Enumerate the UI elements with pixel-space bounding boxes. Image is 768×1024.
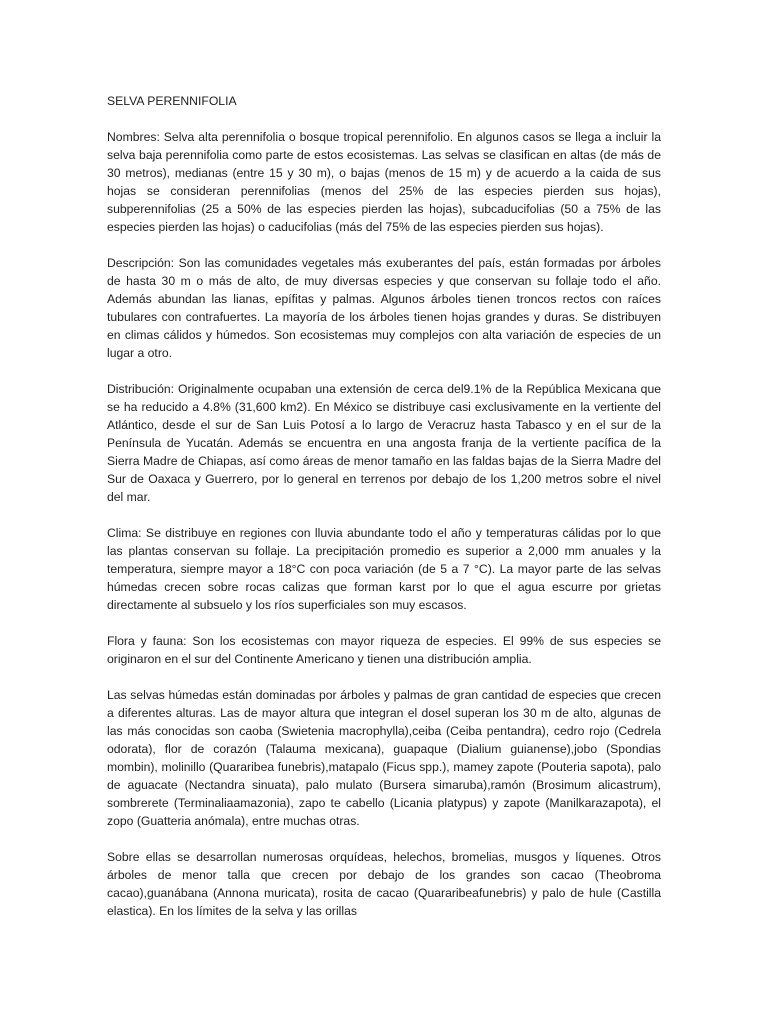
paragraph-sobre-ellas: [107, 848, 661, 920]
paragraph-text: Se distribuye en regiones con lluvia abundante todo el año y temperaturas cálidas por lo que las plantas conservan su follaje. La precipitación promedio es superior a 2,000 mm anuales y la temperatura, siempre mayor a 18°C con poca variación (de 5 a 7 °C). La mayor parte de las selvas húmedas crecen sobre rocas calizas que forman karst por lo que el agua escurre por grietas directamente al subsuelo y los ríos superficiales son muy escasos.: [107, 526, 661, 612]
paragraph-text: Las selvas húmedas están dominadas por árboles y palmas de gran cantidad de especies que crecen a diferentes alturas. Las de mayor altura que integran el dosel superan los 30 m de alto, algunas de las más conocidas son caoba (Swietenia macrophylla),ceiba (Ceiba pentandra), cedro rojo (Cedrela odorata), flor de corazón (Talauma mexicana), guapaque (Dialium guianense),jobo (Spondias mombin), molinillo (Quararibea funebris),matapalo (Ficus spp.), mamey zapote (Pouteria sapota), palo de aguacate (Nectandra sinuata), palo mulato (Bursera simaruba),ramón (Brosimum alicastrum), sombrerete (Terminaliaamazonia), zapo te cabello (Licania platypus) y zapote (Manilkarazapota), el zopo (Guatteria anómala), entre muchas otras.: [107, 688, 661, 828]
paragraph-label: Descripción:: [107, 256, 175, 270]
document-content: [107, 92, 661, 938]
paragraph-text: Selva alta perennifolia o bosque tropical perennifolio. En algunos casos se llega a incluir la selva baja perennifolia como parte de estos ecosistemas. Las selvas se clasifican en altas (de más de 30 metros), medianas (entre 15 y 30 m), o bajas (menos de 15 m) y de acuerdo a la caida de sus hojas se consideran perennifolias (menos del 25% de las especies pierden sus hojas), subperennifolias (25 a 50% de las especies pierden las hojas), subcaducifolias (50 a 75% de las especies pierden las hojas) o caducifolias (más del 75% de las especies pierden sus hojas).: [107, 130, 661, 234]
paragraph-text: Originalmente ocupaban una extensión de cerca del9.1% de la República Mexicana que se ha reducido a 4.8% (31,600 km2). En México se distribuye casi exclusivamente en la vertiente del Atlántico, desde el sur de San Luis Potosí a lo largo de Veracruz hasta Tabasco y en el sur de la Península de Yucatán. Además se encuentra en una angosta franja de la vertiente pacífica de la Sierra Madre de Chiapas, así como áreas de menor tamaño en las faldas bajas de la Sierra Madre del Sur de Oaxaca y Guerrero, por lo general en terrenos por debajo de los 1,200 metros sobre el nivel del mar.: [107, 382, 661, 504]
paragraph-label: Clima:: [107, 526, 142, 540]
paragraph-text: Son las comunidades vegetales más exuberantes del país, están formadas por árboles de hasta 30 m o más de alto, de muy diversas especies y que conservan su follaje todo el año. Además abundan las lianas, epífitas y palmas. Algunos árboles tienen troncos rectos con raíces tubulares con contrafuertes. La mayoría de los árboles tienen hojas grandes y duras. Se distribuyen en climas cálidos y húmedos. Son ecosistemas muy complejos con alta variación de especies de un lugar a otro.: [107, 256, 661, 360]
paragraph-label: Nombres:: [107, 130, 160, 144]
paragraph-clima: [107, 524, 661, 614]
paragraph-descripcion: [107, 254, 661, 362]
paragraph-text: Sobre ellas se desarrollan numerosas orquídeas, helechos, bromelias, musgos y líquenes. Otros árboles de menor talla que crecen por debajo de los grandes son cacao (Theobroma cacao),guanábana (Annona muricata), rosita de cacao (Quararibeafunebris) y palo de hule (Castilla elastica). En los límites de la selva y las orillas: [107, 850, 661, 918]
paragraph-nombres: [107, 128, 661, 236]
paragraph-label: Flora y fauna:: [107, 634, 187, 648]
paragraph-text: Son los ecosistemas con mayor riqueza de especies. El 99% de sus especies se originaron en el sur del Continente Americano y tienen una distribución amplia.: [107, 634, 661, 666]
paragraph-label: Distribución:: [107, 382, 175, 396]
paragraph-flora-fauna: [107, 632, 661, 668]
paragraph-distribucion: [107, 380, 661, 506]
paragraph-selvas-humedas: [107, 686, 661, 830]
document-title: SELVA PERENNIFOLIA: [107, 94, 237, 108]
